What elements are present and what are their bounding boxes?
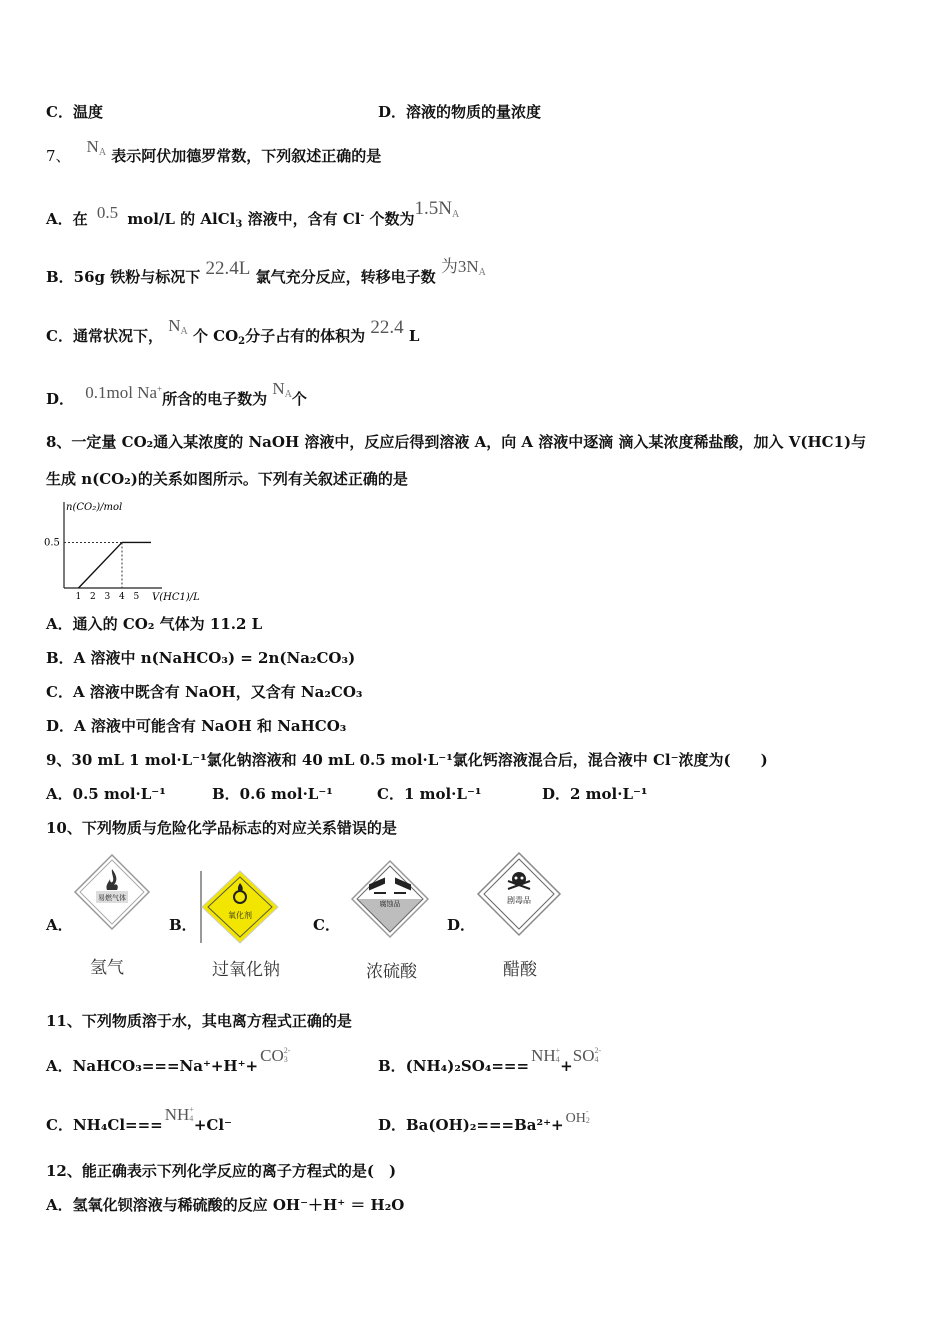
hazard-sign-toxic	[476, 851, 562, 937]
q7b-value: 22.4L	[205, 258, 251, 279]
q11-option-c	[46, 1105, 232, 1135]
q11c-ion-sup: +	[189, 1105, 194, 1114]
q12-option-a: A．氢氧化钡溶液与稀硫酸的反应 OH⁻＋H⁺ ＝ H₂O	[46, 1196, 405, 1214]
q10-caption-b: 过氧化钠	[212, 960, 280, 980]
q11-stem: 11、下列物质溶于水，其电离方程式正确的是	[46, 1012, 352, 1030]
q7a-value: 0.5	[96, 203, 119, 222]
q11a-ion-sub: 3	[283, 1055, 288, 1064]
q9-option-d: D．2 mol·L⁻¹	[542, 785, 648, 803]
q7c-mid2: 分子占有的体积为	[245, 327, 366, 345]
q7a-answer	[414, 198, 459, 219]
q7d-na-text: N	[272, 379, 285, 398]
q7d-value-sup: +	[157, 384, 163, 394]
q11c-ion-sub: 4	[189, 1114, 194, 1123]
q7c-na-sub: A	[180, 326, 188, 337]
q7b-answer-text: 为3N	[440, 257, 479, 276]
q11b-ion1	[531, 1046, 560, 1065]
q10-caption-c: 浓硫酸	[366, 962, 417, 982]
q8-option-d: D．A 溶液中可能含有 NaOH 和 NaHCO₃	[46, 717, 347, 735]
sign-text-oxidizer: 氧化剂	[228, 911, 252, 920]
q11d-ion-sup: -	[585, 1107, 589, 1116]
q7-na-symbol	[87, 137, 107, 156]
q7d-mid: 所含的电子数为	[162, 390, 268, 408]
q6-option-c: C．温度	[46, 103, 103, 121]
q7b-answer-sub: A	[478, 267, 486, 278]
hazard-sign-oxidizer	[198, 869, 282, 945]
q11b-ion2-sub: 4	[594, 1055, 599, 1064]
q11-option-a	[46, 1046, 291, 1076]
q7a-answer-text: 1.5N	[414, 198, 452, 219]
q11c-ion	[165, 1105, 194, 1124]
q11b-ion2-sup: 2-	[594, 1046, 602, 1055]
q11b-plus: +	[560, 1057, 573, 1075]
q8-stem-line2: 生成 n(CO₂)的关系如图所示。下列有关叙述正确的是	[46, 470, 408, 488]
q7c-unit: L	[408, 327, 420, 345]
q7d-end: 个	[291, 390, 307, 408]
q9-option-a: A．0.5 mol·L⁻¹	[46, 785, 166, 803]
q6-option-d: D．溶液的物质的量浓度	[378, 103, 542, 121]
x-tick-label: 5	[133, 592, 140, 602]
chart-xlabel: V(HC1)/L	[152, 592, 200, 603]
q7c-na	[168, 316, 188, 335]
q7c-value: 22.4	[370, 317, 404, 338]
q7d-prefix: D．	[46, 390, 75, 408]
q7-option-a	[46, 198, 460, 235]
q11a-ion-sup: 2-	[283, 1046, 291, 1055]
hazard-sign-corrosive	[350, 859, 430, 939]
q7b-answer	[441, 257, 486, 276]
q7d-value	[85, 383, 162, 402]
q9-stem: 9、30 mL 1 mol·L⁻¹氯化钠溶液和 40 mL 0.5 mol·L⁻¹氯化钙溶液混合后，混合液中 Cl⁻浓度为( )	[46, 751, 768, 769]
q11a-ion-text: CO	[260, 1046, 284, 1065]
q7-stem	[46, 137, 382, 172]
q10-letter-c: C．	[313, 916, 340, 934]
q7b-prefix: B．56g 铁粉与标况下	[46, 268, 201, 286]
q11b-text: B．(NH₄)₂SO₄===	[378, 1057, 530, 1075]
sign-text-toxic: 剧毒品	[507, 896, 531, 905]
na-sub: A	[98, 147, 107, 158]
q11b-ion2	[573, 1046, 601, 1065]
q11b-ion1-sup: +	[555, 1046, 561, 1055]
y-tick-label: 0.5	[44, 537, 60, 549]
q11d-ion-sub: 2	[585, 1116, 590, 1125]
x-tick-label: 1	[75, 592, 82, 602]
q11c-ion-text: NH	[164, 1105, 190, 1124]
q7-stem-text: 表示阿伏加德罗常数，下列叙述正确的是	[111, 147, 382, 165]
q7a-sup: -	[360, 211, 365, 221]
q8-chart	[40, 496, 200, 604]
q7a-sub: 3	[235, 219, 243, 230]
sign-text-flammable: 易燃气体	[98, 894, 126, 902]
q11-option-d	[378, 1107, 590, 1137]
q7-option-b	[46, 257, 486, 293]
q11-option-b	[378, 1046, 602, 1076]
hazard-sign-flammable-gas	[73, 853, 151, 931]
q10-letter-b: B．	[169, 916, 197, 934]
q9-option-c: C．1 mol·L⁻¹	[377, 785, 482, 803]
q7c-prefix: C．通常状况下，	[46, 327, 163, 345]
q7b-mid: 氯气充分反应，转移电子数	[255, 268, 436, 286]
q8-option-b: B．A 溶液中 n(NaHCO₃) = 2n(Na₂CO₃)	[46, 649, 356, 667]
q8-stem-line1: 8、一定量 CO₂通入某浓度的 NaOH 溶液中，反应后得到溶液 A，向 A 溶液中逐滴 滴入某浓度稀盐酸，加入 V(HC1)与	[46, 433, 867, 451]
x-tick-label: 3	[104, 592, 111, 602]
q11b-ion1-text: NH	[531, 1046, 556, 1065]
x-tick-label: 2	[90, 592, 96, 602]
q12-stem: 12、能正确表示下列化学反应的离子方程式的是( )	[46, 1162, 397, 1180]
q7a-prefix: A．在	[46, 210, 88, 228]
q11a-text: A．NaHCO₃===Na⁺+H⁺+	[46, 1057, 259, 1075]
q10-stem: 10、下列物质与危险化学品标志的对应关系错误的是	[46, 819, 397, 837]
series-segment	[79, 542, 123, 588]
q8-option-a: A．通入的 CO₂ 气体为 11.2 L	[46, 615, 263, 633]
q11d-ion	[565, 1107, 590, 1126]
q11a-ion	[260, 1046, 290, 1065]
q7-number: 7、	[46, 147, 71, 165]
q7-option-c	[46, 316, 420, 352]
q7d-na-sub: A	[284, 389, 292, 400]
q7a-mid2: 溶液中，含有 Cl	[247, 210, 361, 228]
na-text: N	[86, 137, 99, 156]
q7a-answer-sub: A	[451, 209, 460, 220]
q11b-ion2-text: SO	[572, 1046, 595, 1065]
q10-letter-d: D．	[447, 916, 476, 934]
q7-option-d	[46, 379, 307, 415]
q11b-ion1-sub: 4	[555, 1055, 560, 1064]
q8-option-c: C．A 溶液中既含有 NaOH，又含有 Na₂CO₃	[46, 683, 363, 701]
sign-text-corrosive: 腐蚀品	[379, 900, 401, 908]
q10-caption-d: 醋酸	[503, 960, 537, 980]
q7d-na	[272, 379, 292, 398]
q9-option-b: B．0.6 mol·L⁻¹	[212, 785, 333, 803]
q7a-mid3: 个数为	[369, 210, 415, 228]
q7c-mid: 个 CO	[192, 327, 239, 345]
q7c-na-text: N	[168, 316, 181, 335]
q7c-sub: 2	[238, 336, 246, 347]
q10-letter-a: A．	[46, 916, 73, 934]
chart-ylabel: n(CO₂)/mol	[66, 502, 123, 513]
q11d-ion-text: OH	[565, 1111, 586, 1126]
q7d-value-text: 0.1mol Na	[85, 383, 158, 402]
q7a-mid: mol/L 的 AlCl	[127, 210, 236, 228]
q11d-text: D．Ba(OH)₂===Ba²⁺+	[378, 1116, 564, 1134]
q10-caption-a: 氢气	[90, 958, 124, 978]
x-tick-label: 4	[119, 592, 125, 602]
q11c-tail: +Cl⁻	[193, 1116, 232, 1134]
q11c-text: C．NH₄Cl===	[46, 1116, 163, 1134]
